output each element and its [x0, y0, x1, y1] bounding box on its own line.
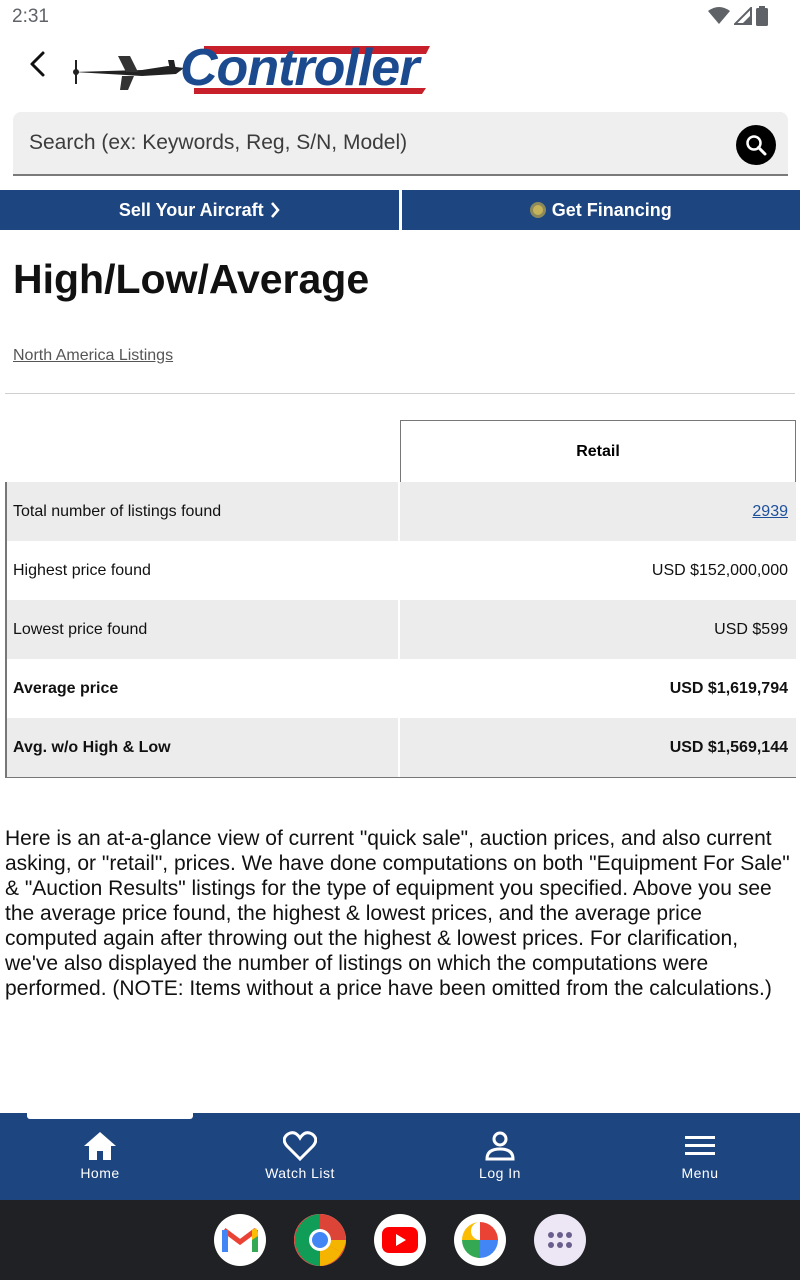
logo-text: Controller — [180, 39, 419, 97]
north-america-listings-link[interactable]: North America Listings — [13, 347, 174, 364]
nav-watch-list[interactable] — [200, 1113, 400, 1200]
get-financing-button[interactable] — [402, 190, 800, 230]
retail-column-header: Retail — [400, 420, 796, 482]
table-header — [5, 420, 796, 482]
gmail-app[interactable] — [214, 1214, 266, 1266]
row-label: Avg. w/o High & Low — [7, 718, 400, 777]
status-time: 2:31 — [12, 6, 49, 27]
youtube-icon — [382, 1227, 418, 1253]
nav-log-in-label: Log In — [479, 1165, 521, 1181]
financing-dot-icon — [530, 202, 546, 218]
description-text: Here is an at-a-glance view of current "quick sale", auction prices, and also current asking, or "retail", prices. We have done computations on both "Equipment For Sale" & "Auction Results" listings for the type of equipment you specified. Above you see the average price found, the highest & lowest prices, and the average price computed again after throwing out the highest & lowest prices. For clarification, we've also displayed the number of listings on which the computations were performed. (NOTE: Items without a price have been omitted from the calculations.) — [5, 827, 790, 1000]
wifi-icon — [708, 7, 730, 25]
page-title: High/Low/Average — [13, 256, 370, 302]
row-label: Total number of listings found — [7, 482, 400, 541]
app-header — [0, 32, 800, 104]
row-value — [400, 482, 796, 541]
nav-menu[interactable] — [600, 1113, 800, 1200]
nav-home[interactable] — [0, 1113, 200, 1200]
chrome-icon — [294, 1214, 346, 1266]
price-summary-table — [5, 420, 796, 778]
table-row — [7, 482, 796, 541]
signal-icon — [734, 7, 752, 25]
status-bar — [0, 0, 800, 32]
chevron-right-icon — [270, 201, 280, 219]
search-bar — [13, 112, 788, 176]
nav-home-label: Home — [80, 1165, 120, 1181]
sell-aircraft-button[interactable] — [0, 190, 399, 230]
controller-logo[interactable] — [72, 40, 434, 96]
menu-icon — [683, 1131, 717, 1161]
get-financing-label: Get Financing — [551, 199, 672, 220]
table-row — [7, 541, 796, 600]
row-label: Highest price found — [7, 541, 400, 600]
table-row — [7, 600, 796, 659]
system-dock — [0, 1200, 800, 1280]
row-value: USD $1,569,144 — [669, 738, 788, 756]
back-button[interactable] — [20, 46, 56, 82]
active-tab-indicator — [27, 1113, 193, 1119]
listings-count-link[interactable]: 2939 — [752, 502, 788, 520]
youtube-app[interactable] — [374, 1214, 426, 1266]
chrome-app[interactable] — [294, 1214, 346, 1266]
home-icon — [83, 1131, 117, 1161]
status-icons — [708, 6, 768, 26]
back-arrow-icon — [28, 50, 48, 78]
row-label: Lowest price found — [7, 600, 400, 659]
table-body — [5, 482, 796, 778]
search-button[interactable] — [736, 125, 776, 165]
photos-app[interactable] — [454, 1214, 506, 1266]
row-value: USD $152,000,000 — [651, 561, 788, 579]
battery-icon — [756, 6, 768, 26]
table-row — [7, 659, 796, 718]
search-input[interactable] — [29, 112, 729, 174]
row-value: USD $599 — [714, 620, 788, 638]
table-row — [7, 718, 796, 777]
divider — [5, 393, 795, 394]
bottom-nav — [0, 1113, 800, 1200]
gmail-icon — [222, 1226, 258, 1254]
row-label: Average price — [7, 659, 400, 718]
sell-aircraft-label: Sell Your Aircraft — [118, 199, 264, 220]
person-icon — [483, 1131, 517, 1161]
search-icon — [745, 134, 767, 156]
nav-menu-label: Menu — [681, 1165, 719, 1181]
app-drawer[interactable] — [534, 1214, 586, 1266]
app-drawer-icon — [547, 1231, 573, 1249]
heart-icon — [283, 1131, 317, 1161]
row-value: USD $1,619,794 — [669, 679, 788, 697]
photos-icon — [460, 1220, 500, 1260]
action-bar — [0, 190, 800, 230]
nav-log-in[interactable] — [400, 1113, 600, 1200]
nav-watch-list-label: Watch List — [265, 1165, 335, 1181]
